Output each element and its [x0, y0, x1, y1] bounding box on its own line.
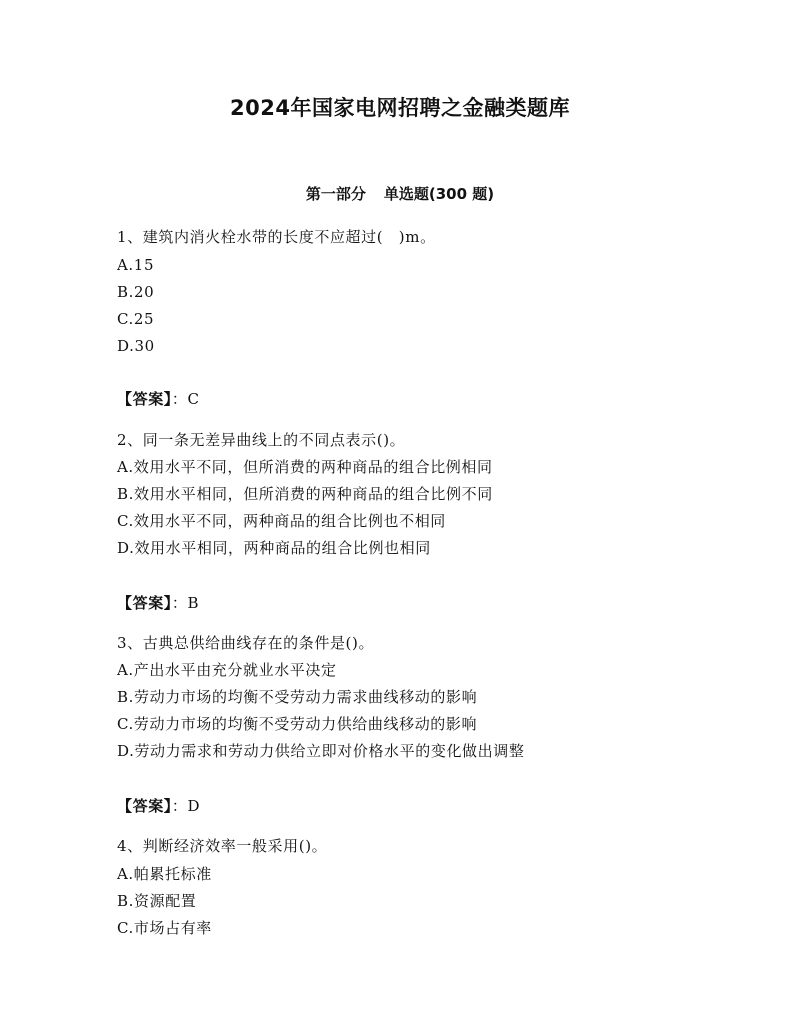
- option-b: B.资源配置: [117, 892, 197, 910]
- option-b: B.效用水平相同，但所消费的两种商品的组合比例不同: [117, 485, 493, 503]
- option-d: D.效用水平相同，两种商品的组合比例也相同: [117, 539, 431, 557]
- option-c: C.劳动力市场的均衡不受劳动力供给曲线移动的影响: [117, 715, 478, 733]
- option-a: A.15: [117, 256, 155, 274]
- option-b: B.劳动力市场的均衡不受劳动力需求曲线移动的影响: [117, 688, 478, 706]
- section-label: 第一部分: [305, 185, 366, 203]
- answer-value: D: [187, 797, 201, 815]
- option-a: A.效用水平不同，但所消费的两种商品的组合比例相同: [117, 458, 493, 476]
- answer-colon: ：: [171, 390, 188, 408]
- answer-label: 【答案】: [117, 390, 172, 408]
- question-stem: 3、古典总供给曲线存在的条件是()。: [117, 634, 375, 652]
- answer-label: 【答案】: [117, 797, 172, 815]
- answer-line: [117, 796, 200, 816]
- section-name: 单选题(300 题): [383, 185, 495, 203]
- document-title: 2024年国家电网招聘之金融类题库: [230, 96, 570, 120]
- answer-line: [117, 593, 199, 613]
- option-a: A.产出水平由充分就业水平决定: [117, 661, 337, 679]
- option-b: B.20: [117, 283, 155, 301]
- answer-line: [117, 389, 200, 409]
- answer-value: C: [187, 390, 200, 408]
- option-c: C.25: [117, 310, 155, 328]
- option-c: C.市场占有率: [117, 919, 212, 937]
- answer-colon: ：: [171, 594, 188, 612]
- option-c: C.效用水平不同，两种商品的组合比例也不相同: [117, 512, 446, 530]
- answer-label: 【答案】: [117, 594, 172, 612]
- answer-colon: ：: [171, 797, 188, 815]
- question-stem: 1、建筑内消火栓水带的长度不应超过( )m。: [117, 228, 436, 246]
- section-heading: [0, 183, 800, 204]
- option-a: A.帕累托标准: [117, 865, 212, 883]
- answer-value: B: [187, 594, 200, 612]
- question-stem: 2、同一条无差异曲线上的不同点表示()。: [117, 431, 406, 449]
- option-d: D.30: [117, 337, 155, 355]
- question-stem: 4、判断经济效率一般采用()。: [117, 837, 328, 855]
- option-d: D.劳动力需求和劳动力供给立即对价格水平的变化做出调整: [117, 742, 525, 760]
